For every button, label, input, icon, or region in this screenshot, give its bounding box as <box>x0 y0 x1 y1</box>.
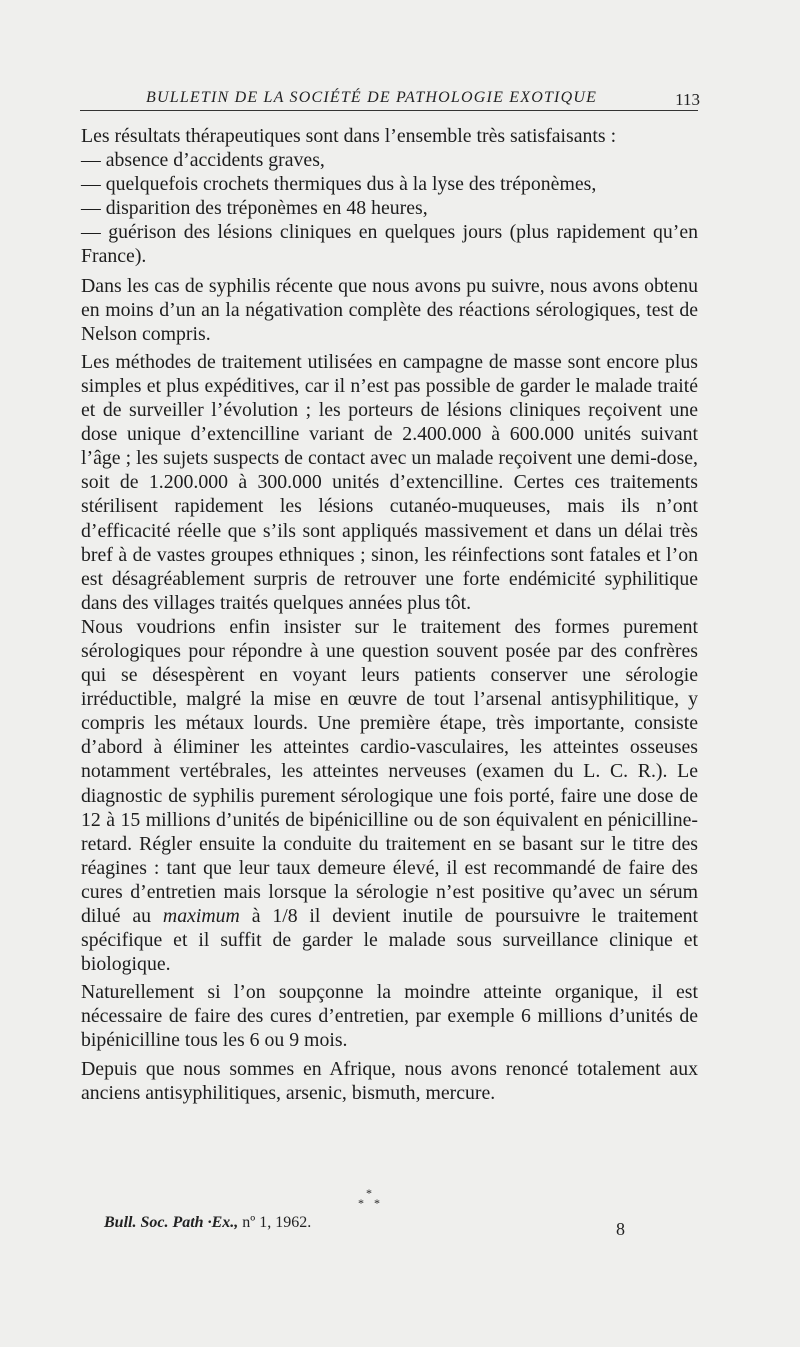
journal-name: Bull. Soc. Path ·Ex., <box>104 1214 239 1231</box>
list-item: — absence d’accidents graves, <box>81 149 325 172</box>
footer-citation <box>104 1214 311 1232</box>
paragraph-text: à 1/8 il devient inutile de poursuivre le traitement spécifique et il suffit de garder le malade sous surveillance clinique et biologique. <box>81 905 698 976</box>
body-text <box>81 124 698 1105</box>
section-separator <box>356 1187 386 1211</box>
emphasis-text: maximum <box>162 905 240 927</box>
paragraph-text: Nous voudrions enfin insister sur le traitement des formes purement sérologiques pour répondre à une question souvent posée par des confrères qui se désespèrent en voyant leurs patients conserver une sérologie irréductible, malgré la mise en œuvre de tout l’arsenal antisyphilitique, y compris les métaux lourds. Une première étape, très importante, consiste d’abord à éliminer les atteintes cardio-vasculaires, les atteintes osseuses notamment vertébrales, les atteintes nerveuses (examen du L. C. R.). Le diagnostic de syphilis purement sérologique une fois porté, faire une dose de 12 à 15 millions d’unités de bipénicilline ou de son équivalent en pénicilline-retard. Régler ensuite la conduite du traitement en se basant sur le titre des réagines : tant que leur taux demeure élevé, il est recommandé de faire des cures d’entretien mais lorsque la sérologie n’est positive qu’avec un sérum dilué au <box>81 615 698 927</box>
paragraph: Naturellement si l’on soupçonne la moindre atteinte organique, il est nécessaire de faire des cures d’entretien, par exemple 6 millions d’unités de bipénicilline tous les 6 ou 9 mois. <box>81 981 698 1052</box>
signature-mark: 8 <box>616 1219 625 1239</box>
running-header <box>80 84 698 111</box>
list-item: — quelquefois crochets thermiques dus à la lyse des tréponèmes, <box>81 173 597 196</box>
list-item: — disparition des tréponèmes en 48 heures, <box>81 197 428 220</box>
star-glyph: * <box>366 1186 372 1200</box>
paragraph: Dans les cas de syphilis récente que nous avons pu suivre, nous avons obtenu en moins d’un an la négativation complète des réactions sérologiques, test de Nelson compris. <box>81 274 698 345</box>
running-title: BULLETIN DE LA SOCIÉTÉ DE PATHOLOGIE EXOTIQUE <box>146 89 598 106</box>
journal-issue: nº 1, 1962. <box>238 1214 312 1231</box>
paragraph: Les résultats thérapeutiques sont dans l’ensemble très satisfaisants : <box>81 125 617 147</box>
star-glyph: * <box>374 1196 380 1210</box>
paragraph: Les méthodes de traitement utilisées en campagne de masse sont encore plus simples et plus expéditives, car il n’est pas possible de garder le malade traité et de surveiller l’évolution ; les porteurs de lésions cliniques reçoivent une dose unique d’extencilline variant de 2.400.000 à 600.000 unités suivant l’âge ; les sujets suspects de contact avec un malade reçoivent une demi-dose, soit de 1.200.000 à 300.000 unités d’extencilline. Certes ces traitements stérilisent rapidement les lésions cutanéo-muqueuses, mais ils n’ont d’efficacité réelle que s’ils sont appliqués massivement et dans un délai très bref à de vastes groupes ethniques ; sinon, les réinfections sont fatales et l’on est désagréablement surpris de retrouver une forte endémicité syphilitique dans des villages traités quelques années plus tôt. <box>81 350 698 614</box>
paragraph: Depuis que nous sommes en Afrique, nous avons renoncé totalement aux anciens antisyphilitiques, arsenic, bismuth, mercure. <box>81 1057 698 1104</box>
paragraph <box>81 615 698 976</box>
page-number: 113 <box>675 90 700 109</box>
star-glyph: * <box>358 1196 364 1210</box>
list-item: — guérison des lésions cliniques en quelques jours (plus rapidement qu’en France). <box>81 221 698 268</box>
